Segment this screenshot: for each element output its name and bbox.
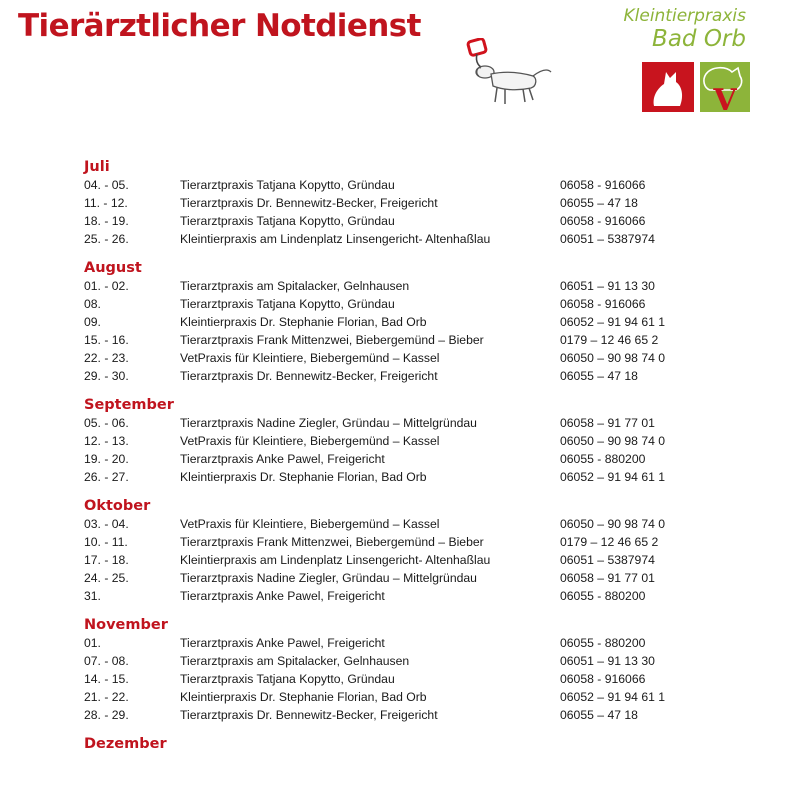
duty-entry — [84, 551, 724, 569]
duty-entry — [84, 688, 724, 706]
duty-date: 14. - 15. — [84, 672, 129, 686]
practice-name: VetPraxis für Kleintiere, Biebergemünd – Kassel — [180, 351, 440, 365]
practice-phone: 06058 – 91 77 01 — [560, 571, 655, 585]
practice-name: Tierarztpraxis Tatjana Kopytto, Gründau — [180, 672, 395, 686]
duty-date: 17. - 18. — [84, 553, 129, 567]
month-section — [84, 735, 724, 753]
practice-phone: 06050 – 90 98 74 0 — [560, 351, 666, 365]
practice-phone: 06051 – 5387974 — [560, 553, 655, 567]
practice-phone: 06051 – 5387974 — [560, 232, 655, 246]
practice-name: Tierarztpraxis Anke Pawel, Freigericht — [180, 636, 385, 650]
dog-illustration-icon — [455, 38, 555, 112]
duty-date: 15. - 16. — [84, 333, 129, 347]
month-heading: Oktober — [84, 498, 151, 514]
duty-entry — [84, 706, 724, 724]
duty-entry — [84, 587, 724, 605]
practice-name: Tierarztpraxis am Spitalacker, Gelnhausen — [180, 654, 410, 668]
practice-name: Kleintierpraxis am Lindenplatz Linsengericht- Altenhaßlau — [180, 232, 491, 246]
practice-phone: 0179 – 12 46 65 2 — [560, 333, 659, 347]
practice-name: Tierarztpraxis Frank Mittenzwei, Biebergemünd – Bieber — [180, 333, 484, 347]
practice-phone: 06058 - 916066 — [560, 297, 646, 311]
month-heading: September — [84, 397, 174, 413]
practice-name: Tierarztpraxis Nadine Ziegler, Gründau – Mittelgründau — [180, 416, 477, 430]
duty-entry — [84, 313, 724, 331]
practice-phone: 06055 - 880200 — [560, 636, 646, 650]
duty-entry — [84, 468, 724, 486]
practice-name: Tierarztpraxis Tatjana Kopytto, Gründau — [180, 297, 395, 311]
page-title: Tierärztlicher Notdienst — [18, 8, 421, 44]
emergency-schedule — [84, 158, 724, 764]
practice-phone: 06055 – 47 18 — [560, 708, 638, 722]
practice-name: Tierarztpraxis Dr. Bennewitz-Becker, Freigericht — [180, 369, 438, 383]
practice-phone: 06058 - 916066 — [560, 214, 646, 228]
practice-name: VetPraxis für Kleintiere, Biebergemünd – Kassel — [180, 517, 440, 531]
duty-entry — [84, 295, 724, 313]
duty-entry — [84, 349, 724, 367]
duty-date: 22. - 23. — [84, 351, 129, 365]
practice-name: Tierarztpraxis Tatjana Kopytto, Gründau — [180, 178, 395, 192]
duty-entry — [84, 515, 724, 533]
month-heading: August — [84, 260, 142, 276]
practice-phone: 06055 – 47 18 — [560, 196, 638, 210]
duty-entry — [84, 212, 724, 230]
practice-phone: 06050 – 90 98 74 0 — [560, 434, 666, 448]
duty-date: 10. - 11. — [84, 535, 128, 549]
duty-date: 12. - 13. — [84, 434, 129, 448]
duty-date: 07. - 08. — [84, 654, 129, 668]
duty-entry — [84, 176, 724, 194]
duty-date: 05. - 06. — [84, 416, 129, 430]
duty-entry — [84, 367, 724, 385]
practice-name: Tierarztpraxis Anke Pawel, Freigericht — [180, 452, 385, 466]
duty-entry — [84, 569, 724, 587]
practice-name: Kleintierpraxis am Lindenplatz Linsengericht- Altenhaßlau — [180, 553, 491, 567]
duty-date: 31. — [84, 589, 101, 603]
duty-date: 25. - 26. — [84, 232, 129, 246]
duty-date: 21. - 22. — [84, 690, 129, 704]
practice-name: Tierarztpraxis Anke Pawel, Freigericht — [180, 589, 385, 603]
month-heading: Juli — [84, 159, 110, 175]
duty-date: 08. — [84, 297, 101, 311]
practice-name: Tierarztpraxis Nadine Ziegler, Gründau – Mittelgründau — [180, 571, 477, 585]
practice-phone: 06051 – 91 13 30 — [560, 279, 655, 293]
practice-phone: 06051 – 91 13 30 — [560, 654, 655, 668]
practice-name: Tierarztpraxis Dr. Bennewitz-Becker, Freigericht — [180, 196, 438, 210]
duty-date: 09. — [84, 315, 101, 329]
month-heading: November — [84, 617, 168, 633]
month-section — [84, 259, 724, 385]
duty-date: 19. - 20. — [84, 452, 129, 466]
practice-phone: 06052 – 91 94 61 1 — [560, 690, 666, 704]
month-section — [84, 158, 724, 248]
practice-name: Kleintierpraxis Dr. Stephanie Florian, Bad Orb — [180, 690, 427, 704]
practice-logo — [640, 60, 752, 116]
duty-date: 01. — [84, 636, 101, 650]
practice-name: VetPraxis für Kleintiere, Biebergemünd – Kassel — [180, 434, 440, 448]
duty-entry — [84, 414, 724, 432]
practice-phone: 06055 - 880200 — [560, 589, 646, 603]
duty-date: 29. - 30. — [84, 369, 129, 383]
duty-date: 03. - 04. — [84, 517, 129, 531]
duty-entry — [84, 230, 724, 248]
brand-name-line2: Bad Orb — [652, 26, 746, 52]
practice-name: Kleintierpraxis Dr. Stephanie Florian, Bad Orb — [180, 470, 427, 484]
practice-phone: 06055 - 880200 — [560, 452, 646, 466]
duty-entry — [84, 331, 724, 349]
practice-phone: 06058 - 916066 — [560, 672, 646, 686]
practice-name: Tierarztpraxis Tatjana Kopytto, Gründau — [180, 214, 395, 228]
practice-phone: 06052 – 91 94 61 1 — [560, 470, 666, 484]
duty-entry — [84, 533, 724, 551]
duty-entry — [84, 652, 724, 670]
month-section — [84, 396, 724, 486]
duty-date: 28. - 29. — [84, 708, 129, 722]
practice-name: Tierarztpraxis Frank Mittenzwei, Biebergemünd – Bieber — [180, 535, 484, 549]
duty-entry — [84, 634, 724, 652]
brand-name-line1: Kleintierpraxis — [623, 6, 746, 26]
practice-phone: 06055 – 47 18 — [560, 369, 638, 383]
brand-letter-v: V — [713, 83, 737, 116]
month-section — [84, 497, 724, 605]
month-section — [84, 616, 724, 724]
practice-phone: 06052 – 91 94 61 1 — [560, 315, 666, 329]
duty-entry — [84, 277, 724, 295]
duty-date: 18. - 19. — [84, 214, 129, 228]
practice-phone: 06058 – 91 77 01 — [560, 416, 655, 430]
practice-phone: 0179 – 12 46 65 2 — [560, 535, 659, 549]
practice-name: Tierarztpraxis Dr. Bennewitz-Becker, Freigericht — [180, 708, 438, 722]
duty-entry — [84, 432, 724, 450]
duty-date: 11. - 12. — [84, 196, 128, 210]
duty-entry — [84, 450, 724, 468]
month-heading: Dezember — [84, 736, 167, 752]
duty-entry — [84, 670, 724, 688]
duty-entry — [84, 194, 724, 212]
practice-phone: 06058 - 916066 — [560, 178, 646, 192]
duty-date: 04. - 05. — [84, 178, 129, 192]
practice-name: Kleintierpraxis Dr. Stephanie Florian, Bad Orb — [180, 315, 427, 329]
duty-date: 01. - 02. — [84, 279, 129, 293]
duty-date: 24. - 25. — [84, 571, 129, 585]
practice-name: Tierarztpraxis am Spitalacker, Gelnhausen — [180, 279, 410, 293]
duty-date: 26. - 27. — [84, 470, 129, 484]
practice-phone: 06050 – 90 98 74 0 — [560, 517, 666, 531]
